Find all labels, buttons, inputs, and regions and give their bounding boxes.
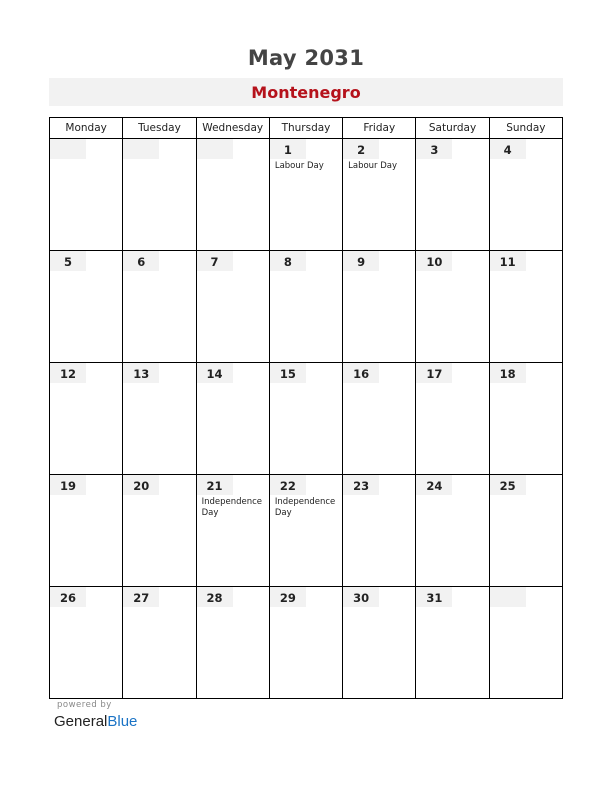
day-cell [489,363,562,475]
day-number-box [50,363,86,383]
day-number: 14 [206,367,223,381]
weekday-header: Sunday [489,118,562,139]
day-number: 1 [283,143,292,157]
day-number-box [123,251,159,271]
day-cell [269,251,342,363]
day-number-box [343,475,379,495]
day-number-box [197,251,233,271]
calendar-title: May 2031 [247,46,365,70]
country-name: Montenegro [251,83,361,102]
day-number: 3 [430,143,439,157]
day-number: 13 [133,367,150,381]
day-cell [269,363,342,475]
day-number-box [416,587,452,607]
holiday-label: Labour Day [348,161,398,171]
day-cell [50,139,123,251]
day-number-box [416,475,452,495]
day-number: 17 [426,367,443,381]
brand-blue: Blue [107,713,138,730]
day-number: 4 [503,143,512,157]
day-cell [269,475,342,587]
day-number-box [490,251,526,271]
day-number-box [197,139,233,159]
weekday-header: Friday [343,118,416,139]
day-cell [343,363,416,475]
day-number-box [343,251,379,271]
week-row [50,587,563,699]
day-cell [489,587,562,699]
day-number: 27 [133,591,150,605]
day-number: 20 [133,479,150,493]
day-cell [50,363,123,475]
day-cell [50,475,123,587]
day-cell [196,139,269,251]
day-number-box [197,475,233,495]
day-cell [489,251,562,363]
day-number: 19 [59,479,76,493]
day-number-box [197,587,233,607]
day-cell [343,587,416,699]
month-grid [49,117,563,699]
day-cell [196,475,269,587]
week-row [50,139,563,251]
day-cell [196,363,269,475]
day-number: 18 [499,367,516,381]
day-cell [123,363,196,475]
day-number-box [123,475,159,495]
day-number-box [270,251,306,271]
day-cell [416,139,489,251]
weekday-header: Wednesday [196,118,269,139]
day-number-box [490,139,526,159]
weekday-header: Tuesday [123,118,196,139]
day-cell [343,475,416,587]
day-number-box [270,139,306,159]
day-number: 10 [426,255,443,269]
weekday-header: Saturday [416,118,489,139]
day-number: 7 [210,255,219,269]
day-number: 31 [426,591,443,605]
day-number: 9 [357,255,366,269]
day-cell [50,587,123,699]
week-row [50,363,563,475]
country-banner [49,78,563,106]
day-cell [269,587,342,699]
day-number-box [416,251,452,271]
day-number-box [270,587,306,607]
day-number: 24 [426,479,443,493]
day-number: 12 [59,367,76,381]
week-row [50,475,563,587]
week-row [50,251,563,363]
day-cell [50,251,123,363]
day-cell [416,363,489,475]
day-number: 5 [63,255,72,269]
day-number: 26 [59,591,76,605]
day-number-box [270,363,306,383]
day-number-box [50,251,86,271]
day-number-box [490,363,526,383]
day-number: 29 [279,591,296,605]
day-cell [343,139,416,251]
holiday-label: Labour Day [274,161,324,171]
weekday-header-row [50,118,563,139]
day-number: 8 [283,255,292,269]
day-number-box [343,363,379,383]
holiday-label: Independence Day [274,497,336,518]
day-cell [123,475,196,587]
day-number-box [416,139,452,159]
day-number-box [123,587,159,607]
brand-general: General [54,713,108,730]
day-cell [489,475,562,587]
day-number-box [490,587,526,607]
day-number-box [50,139,86,159]
day-cell [416,251,489,363]
day-number: 22 [279,479,296,493]
day-number-box [50,587,86,607]
day-number: 16 [353,367,370,381]
day-cell [489,139,562,251]
day-number-box [50,475,86,495]
day-cell [196,587,269,699]
day-cell [196,251,269,363]
day-number: 23 [353,479,370,493]
day-cell [343,251,416,363]
day-number-box [490,475,526,495]
day-number: 28 [206,591,223,605]
day-cell [416,587,489,699]
day-number-box [123,363,159,383]
day-number-box [343,139,379,159]
day-cell [123,139,196,251]
holiday-label: Independence Day [201,497,263,518]
day-number-box [343,587,379,607]
day-number-box [416,363,452,383]
day-number: 21 [206,479,223,493]
day-number: 25 [499,479,516,493]
weekday-header: Thursday [269,118,342,139]
day-cell [123,251,196,363]
day-number: 6 [137,255,146,269]
day-cell [123,587,196,699]
day-number-box [270,475,306,495]
day-number-box [197,363,233,383]
day-number: 11 [499,255,516,269]
day-number: 30 [353,591,370,605]
day-number: 15 [279,367,296,381]
day-cell [416,475,489,587]
generalblue-logo[interactable] [54,713,137,730]
day-number-box [123,139,159,159]
day-number: 2 [357,143,366,157]
powered-by-text: powered by [57,700,112,710]
weekday-header: Monday [50,118,123,139]
day-cell [269,139,342,251]
